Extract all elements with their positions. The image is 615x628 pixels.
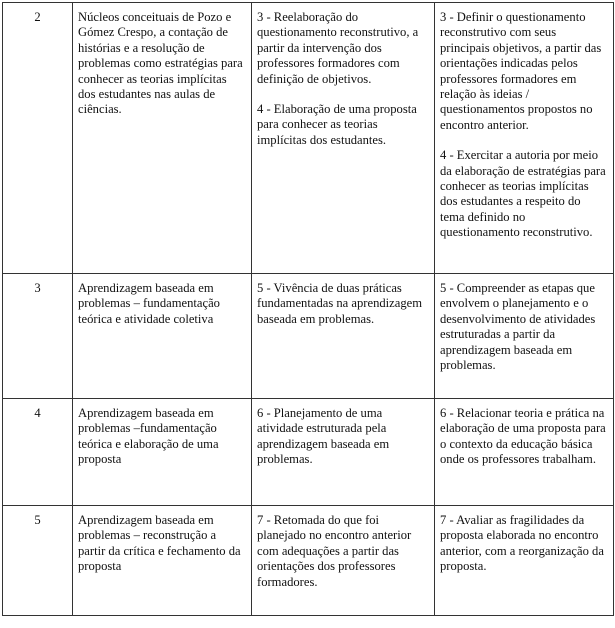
activity-text: 7 - Retomada do que foi planejado no encontro anterior com adequações a partir das orientações dos professores formadores. bbox=[257, 513, 412, 589]
encounter-theme: Aprendizagem baseada em problemas –fundamentação teórica e elaboração de uma proposta bbox=[73, 399, 252, 506]
activity-text: 6 - Planejamento de uma atividade estruturada pela aprendizagem baseada em problemas. bbox=[257, 406, 390, 467]
activities-cell bbox=[252, 399, 435, 506]
course-plan-table bbox=[2, 2, 614, 616]
objective-text: 7 - Avaliar as fragilidades da proposta elaborada no encontro anterior, com a reorganização da proposta. bbox=[440, 513, 604, 574]
encounter-number: 3 bbox=[3, 274, 73, 399]
encounter-theme: Aprendizagem baseada em problemas – fundamentação teórica e atividade coletiva bbox=[73, 274, 252, 399]
activities-cell bbox=[252, 274, 435, 399]
table-row bbox=[3, 274, 614, 399]
encounter-theme: Núcleos conceituais de Pozo e Gómez Crespo, a contação de histórias e a resolução de problemas como estratégias para conhecer as teorias implícitas dos estudantes nas aulas de ciências. bbox=[73, 3, 252, 274]
objectives-cell bbox=[435, 3, 614, 274]
encounter-number: 5 bbox=[3, 506, 73, 616]
objective-text: 6 - Relacionar teoria e prática na elaboração de uma proposta para o contexto da educação básica onde os professores trabalham. bbox=[440, 406, 606, 467]
encounter-number: 2 bbox=[3, 3, 73, 274]
objective-text: 5 - Compreender as etapas que envolvem o planejamento e o desenvolvimento de atividades estruturadas a partir da aprendizagem baseada em problemas. bbox=[440, 281, 596, 373]
objectives-cell bbox=[435, 399, 614, 506]
table-row bbox=[3, 399, 614, 506]
activity-text: 4 - Elaboração de uma proposta para conhecer as teorias implícitas dos estudantes. bbox=[257, 102, 417, 147]
objective-text: 4 - Exercitar a autoria por meio da elaboração de estratégias para conhecer as teorias implícitas dos estudantes a respeito do tema definido no questionamento reconstrutivo. bbox=[440, 148, 606, 240]
encounter-theme: Aprendizagem baseada em problemas – reconstrução a partir da crítica e fechamento da proposta bbox=[73, 506, 252, 616]
objectives-cell bbox=[435, 506, 614, 616]
table-row bbox=[3, 3, 614, 274]
activities-cell bbox=[252, 3, 435, 274]
activities-cell bbox=[252, 506, 435, 616]
table-row bbox=[3, 506, 614, 616]
objectives-cell bbox=[435, 274, 614, 399]
encounter-number: 4 bbox=[3, 399, 73, 506]
objective-text: 3 - Definir o questionamento reconstrutivo com seus principais objetivos, a partir das orientações indicadas pelos professores formadores em relação às ideias / questionamentos propostos no encontro anterior. bbox=[440, 10, 602, 132]
activity-text: 5 - Vivência de duas práticas fundamentadas na aprendizagem baseada em problemas. bbox=[257, 281, 423, 326]
activity-text: 3 - Reelaboração do questionamento reconstrutivo, a partir da intervenção dos professores formadores com definição de objetivos. bbox=[257, 10, 419, 86]
